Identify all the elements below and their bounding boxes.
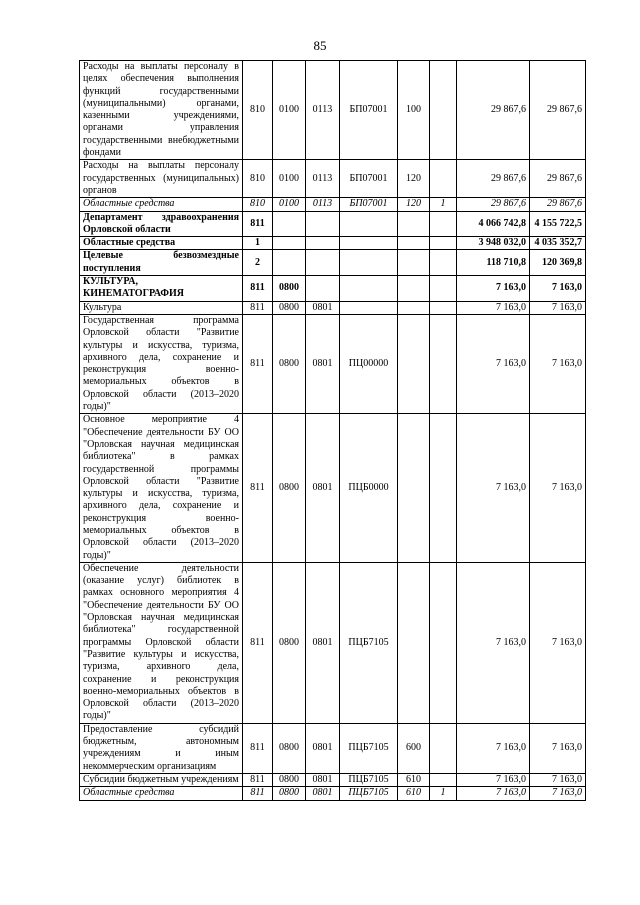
amount-year-1: 118 710,8 [457,250,530,276]
amount-year-1: 4 066 742,8 [457,211,530,237]
row-name: Культура [80,301,243,314]
row-name: Обеспечение деятельности (оказание услуг) библиотек в рамках основного мероприятия 4 "Обеспечение деятельности БУ ОО "Орловская научная медицинская библиотека" государственной программы Орловской области "Развитие культуры и искусства, туризма, архивного дела, сохранение и реконструкция военно-мемориальных объектов в Орловской области (2013–2020 годы)" [80,562,243,723]
target-article-code [340,301,398,314]
ved-code: 811 [243,773,273,786]
section-code: 0800 [273,301,306,314]
section-code: 0800 [273,723,306,773]
table-row [80,414,586,563]
budget-table [79,60,586,801]
expense-type-code: 120 [398,160,430,198]
section-code [273,211,306,237]
table-row [80,562,586,723]
section-code: 0100 [273,61,306,160]
section-code: 0100 [273,198,306,211]
expense-type-code [398,276,430,302]
table-row [80,314,586,413]
expense-type-code [398,314,430,413]
table-row [80,160,586,198]
ved-code: 811 [243,301,273,314]
ved-code: 811 [243,787,273,800]
target-article-code: БП07001 [340,198,398,211]
amount-year-1: 7 163,0 [457,787,530,800]
table-row [80,723,586,773]
row-name: КУЛЬТУРА, КИНЕМАТОГРАФИЯ [80,276,243,302]
table-row [80,237,586,250]
row-name: Областные средства [80,787,243,800]
expense-type-code: 100 [398,61,430,160]
amount-year-2: 7 163,0 [530,562,586,723]
ved-code: 811 [243,414,273,563]
amount-year-2: 7 163,0 [530,276,586,302]
expense-type-code: 120 [398,198,430,211]
subsection-code: 0113 [306,160,340,198]
section-code [273,237,306,250]
subsection-code: 0113 [306,61,340,160]
funding-source-code [430,773,457,786]
table-row [80,276,586,302]
expense-type-code [398,414,430,563]
amount-year-2: 29 867,6 [530,160,586,198]
section-code: 0800 [273,414,306,563]
row-name: Областные средства [80,237,243,250]
funding-source-code [430,160,457,198]
target-article-code: ПЦ00000 [340,314,398,413]
target-article-code: ПЦБ0000 [340,414,398,563]
ved-code: 1 [243,237,273,250]
row-name: Целевые безвозмездные поступления [80,250,243,276]
expense-type-code [398,250,430,276]
amount-year-1: 29 867,6 [457,61,530,160]
ved-code: 810 [243,160,273,198]
row-name: Расходы на выплаты персоналу государственных (муниципальных) органов [80,160,243,198]
subsection-code: 0801 [306,562,340,723]
amount-year-2: 7 163,0 [530,723,586,773]
subsection-code [306,211,340,237]
ved-code: 811 [243,723,273,773]
row-name: Субсидии бюджетным учреждениям [80,773,243,786]
section-code: 0800 [273,787,306,800]
amount-year-1: 29 867,6 [457,160,530,198]
subsection-code: 0801 [306,723,340,773]
subsection-code [306,250,340,276]
row-name: Предоставление субсидий бюджетным, автономным учреждениям и иным некоммерческим организациям [80,723,243,773]
table-row [80,61,586,160]
funding-source-code [430,314,457,413]
funding-source-code [430,211,457,237]
subsection-code [306,237,340,250]
funding-source-code [430,562,457,723]
amount-year-1: 3 948 032,0 [457,237,530,250]
target-article-code [340,237,398,250]
subsection-code: 0801 [306,301,340,314]
ved-code: 811 [243,562,273,723]
expense-type-code [398,211,430,237]
table-body [80,61,586,801]
subsection-code [306,276,340,302]
funding-source-code [430,414,457,563]
amount-year-2: 29 867,6 [530,198,586,211]
funding-source-code [430,61,457,160]
table-row [80,198,586,211]
amount-year-2: 7 163,0 [530,787,586,800]
subsection-code: 0801 [306,787,340,800]
expense-type-code [398,301,430,314]
subsection-code: 0113 [306,198,340,211]
table-row [80,211,586,237]
expense-type-code: 610 [398,787,430,800]
target-article-code [340,211,398,237]
ved-code: 2 [243,250,273,276]
target-article-code: БП07001 [340,61,398,160]
subsection-code: 0801 [306,314,340,413]
section-code: 0800 [273,314,306,413]
amount-year-2: 7 163,0 [530,301,586,314]
expense-type-code: 600 [398,723,430,773]
row-name: Расходы на выплаты персоналу в целях обеспечения выполнения функций государственными (муниципальными) органами, казенными учреждениями, органами управления государственными внебюджетными фондами [80,61,243,160]
row-name: Государственная программа Орловской области "Развитие культуры и искусства, туризма, архивного дела, сохранение и реконструкция военно-мемориальных объектов в Орловской области (2013–2020 годы)" [80,314,243,413]
ved-code: 811 [243,211,273,237]
expense-type-code [398,562,430,723]
ved-code: 810 [243,61,273,160]
funding-source-code: 1 [430,198,457,211]
subsection-code: 0801 [306,773,340,786]
target-article-code [340,276,398,302]
target-article-code: БП07001 [340,160,398,198]
target-article-code: ПЦБ7105 [340,562,398,723]
row-name: Областные средства [80,198,243,211]
amount-year-2: 4 035 352,7 [530,237,586,250]
row-name: Департамент здравоохранения Орловской области [80,211,243,237]
funding-source-code [430,250,457,276]
section-code: 0800 [273,276,306,302]
ved-code: 811 [243,314,273,413]
amount-year-1: 7 163,0 [457,314,530,413]
table-row [80,773,586,786]
amount-year-1: 29 867,6 [457,198,530,211]
ved-code: 810 [243,198,273,211]
amount-year-2: 7 163,0 [530,773,586,786]
amount-year-1: 7 163,0 [457,562,530,723]
ved-code: 811 [243,276,273,302]
page-number: 85 [313,38,327,53]
funding-source-code [430,276,457,302]
section-code: 0100 [273,160,306,198]
table-row [80,301,586,314]
amount-year-2: 7 163,0 [530,314,586,413]
target-article-code: ПЦБ7105 [340,773,398,786]
funding-source-code [430,723,457,773]
expense-type-code [398,237,430,250]
amount-year-2: 120 369,8 [530,250,586,276]
amount-year-2: 7 163,0 [530,414,586,563]
row-name: Основное мероприятие 4 "Обеспечение деятельности БУ ОО "Орловская научная медицинская библиотека" в рамках государственной программы Орловской области "Развитие культуры и искусства, туризма, архивного дела, сохранение и реконструкция военно-мемориальных объектов в Орловской области (2013–2020 годы)" [80,414,243,563]
target-article-code [340,250,398,276]
amount-year-1: 7 163,0 [457,276,530,302]
table-row [80,787,586,800]
amount-year-1: 7 163,0 [457,301,530,314]
amount-year-1: 7 163,0 [457,773,530,786]
table-row [80,250,586,276]
section-code: 0800 [273,562,306,723]
amount-year-1: 7 163,0 [457,414,530,563]
amount-year-2: 4 155 722,5 [530,211,586,237]
funding-source-code [430,301,457,314]
funding-source-code [430,237,457,250]
amount-year-1: 7 163,0 [457,723,530,773]
section-code [273,250,306,276]
target-article-code: ПЦБ7105 [340,723,398,773]
section-code: 0800 [273,773,306,786]
funding-source-code: 1 [430,787,457,800]
expense-type-code: 610 [398,773,430,786]
target-article-code: ПЦБ7105 [340,787,398,800]
amount-year-2: 29 867,6 [530,61,586,160]
subsection-code: 0801 [306,414,340,563]
